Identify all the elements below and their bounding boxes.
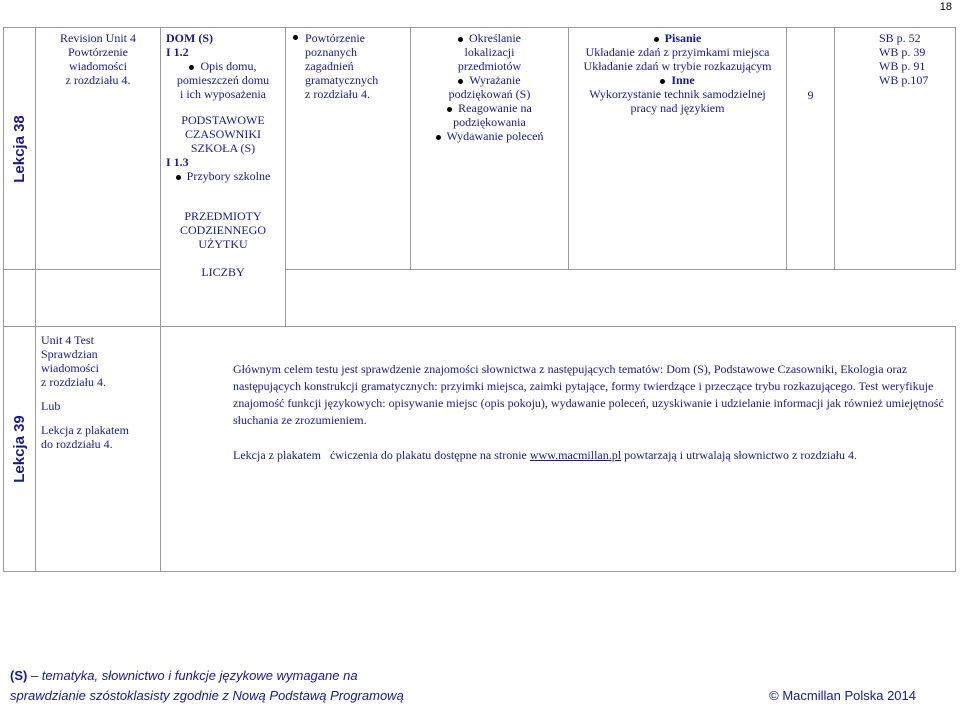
grammar-cell [286,28,411,270]
function-item: Określanie lokalizacji przedmiotów [457,31,522,73]
curriculum-item-2: Przybory szkolne [166,169,280,183]
function-item: Wyrażanie podziękowań (S) [448,73,531,101]
lesson-38-label: Lekcja 38 [10,114,28,183]
curriculum-sub-3: LICZBY [201,265,245,279]
lesson-38-topic [36,28,161,270]
function-item: Wydawanie poleceń [416,129,563,143]
bullet-icon [660,79,665,84]
functions-cell [411,28,569,270]
function-item: Reagowanie na podziękowania [416,101,563,129]
skills-cell [569,28,787,270]
bullet-icon [458,37,463,42]
number-cell [787,28,835,270]
skills-text: Wykorzystanie technik samodzielnej [589,87,766,101]
bullet-icon [189,65,194,70]
exam-number: 9 [807,88,814,102]
topic-line: Unit 4 Test [41,333,94,347]
bullet-icon [176,175,181,180]
gap-cell [36,270,161,327]
curriculum-code-2: I 1.3 [166,155,189,169]
topic-line: z rozdziału 4. [41,375,106,389]
test-description: Głównym celem testu jest sprawdzenie znajomości słownictwa z następujących tematów: Dom (S), Podstawowe Czasowniki, Ekologia oraz następujących konstrukcji gramatycznych: przyimki miejsca, zaimki pytające, formy twierdzące i przeczące trybu rozkazującego. Test weryfikuje znajomość funkcji językowych: opisywanie miejsc (opis pokoju), wydawanie poleceń, uzyskiwanie i udzielanie informacji jak również umiejętność słuchania ze zrozumieniem. [233,362,944,427]
test-description-cell [161,327,956,572]
alt-topic-line: Lekcja z plakatem [41,423,129,437]
bullet-icon [458,79,463,84]
topic-line: z rozdziału 4. [65,73,131,87]
lesson-39-topic [36,327,161,572]
curriculum-cell [161,28,286,327]
skills-text: Układanie zdań z przyimkami miejsca [585,45,770,59]
footer-line-1: – tematyka, słownictwo i funkcje językowe wymagane na [27,668,358,683]
curriculum-code-1: I 1.2 [166,45,189,59]
lesson-39-label: Lekcja 39 [10,415,28,483]
alt-topic-line: do rozdziału 4. [41,437,113,451]
skills-text: Układanie zdań w trybie rozkazującym [583,59,772,73]
skills-text: pracy nad językiem [630,101,725,115]
curriculum-sub-2: PRZEDMIOTY CODZIENNEGO UŻYTKU [180,209,266,251]
topic-line: Powtórzenie [68,45,128,59]
footer-marker: (S) [10,668,28,683]
bullet-icon [436,135,441,140]
lesson-39-row [4,327,956,572]
curriculum-sub-1: PODSTAWOWE CZASOWNIKI SZKOŁA (S) [181,113,265,155]
page-number: 18 [939,1,952,13]
skills-heading-other: Inne [574,73,781,87]
or-label: Lub [41,399,61,413]
copyright: © Macmillan Polska 2014 [769,688,916,703]
footer-line-2: sprawdzianie szóstoklasisty zgodnie z Nową Podstawą Programową [10,688,404,703]
topic-line: Revision Unit 4 [59,31,136,45]
material-ref: WB p. 91 [879,59,926,73]
macmillan-link[interactable]: www.macmillan.pl [529,448,622,462]
lesson-39-label-cell [4,327,36,572]
topic-line: wiadomości [69,59,127,73]
lesson-38-row [4,28,956,270]
grammar-list [291,31,405,101]
topic-line: Sprawdzian [41,347,98,361]
lesson-38-label-cell [4,28,36,270]
material-ref: SB p. 52 [879,31,921,45]
curriculum-item-1: Opis domu, pomieszczeń domu i ich wyposażenia [176,59,270,101]
materials-cell [835,28,956,270]
poster-note: Lekcja z plakatem ćwiczenia do plakatu dostępne na stronie www.macmillan.pl powtarzają i utrwalają słownictwo z rozdziału 4. [233,448,858,462]
material-ref: WB p.107 [879,73,929,87]
skills-heading-writing: Pisanie [574,31,781,45]
topic-line: wiadomości [41,361,99,375]
bullet-icon [447,107,452,112]
curriculum-head: DOM (S) [166,31,213,45]
bullet-icon [654,37,659,42]
gap-cell [286,270,956,327]
material-ref: WB p. 39 [879,45,926,59]
gap-cell [4,270,36,327]
grammar-item: Powtórzenie poznanych zagadnień gramatycznych z rozdziału 4. [291,31,405,101]
footer-note [10,666,404,706]
row-gap [4,270,956,327]
lesson-plan-table [3,27,956,572]
